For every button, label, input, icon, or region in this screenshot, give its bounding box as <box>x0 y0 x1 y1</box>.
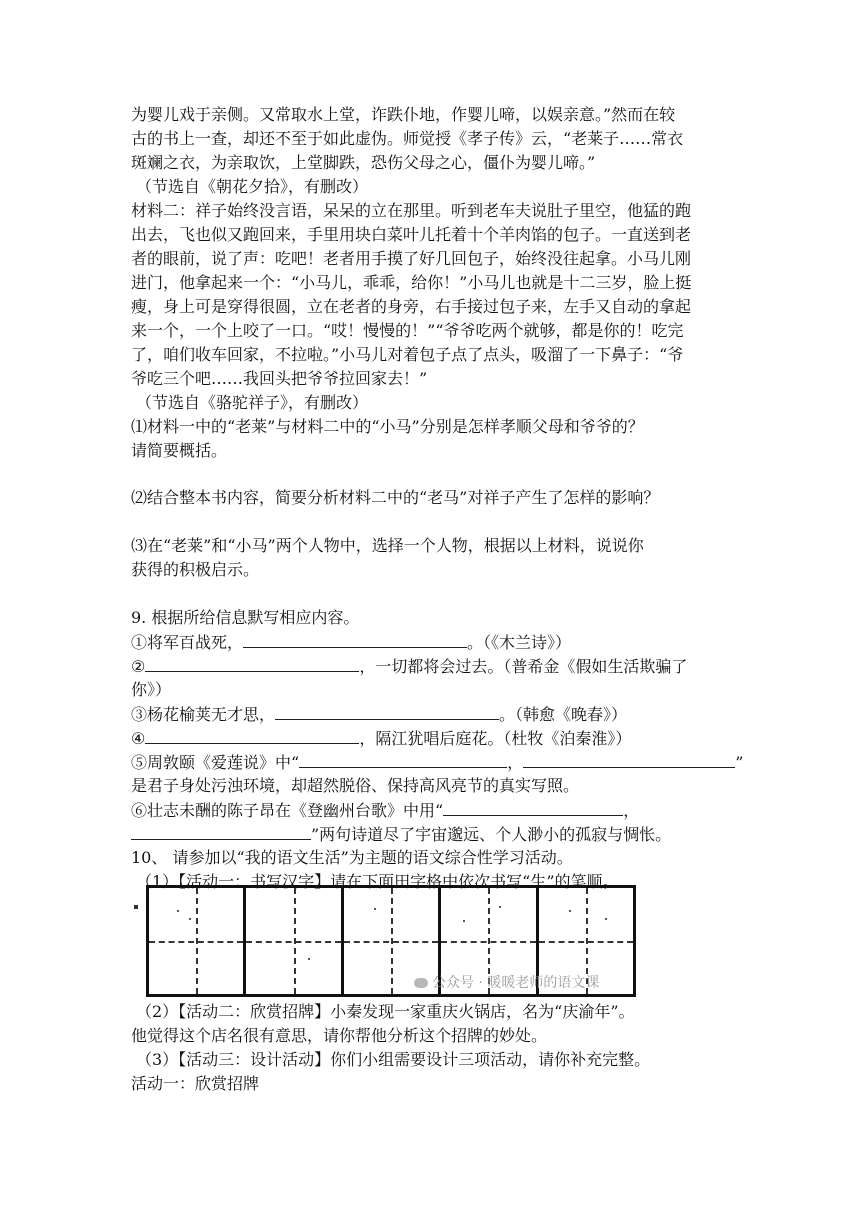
answer-blank[interactable] <box>243 630 467 648</box>
question-line: ⑶在“老莱”和“小马”两个人物中，选择一个人物，根据以上材料，说说你 <box>131 536 644 555</box>
source-note: （节选自《朝花夕拾》，有删改） <box>136 177 369 196</box>
q9-item-1 <box>131 630 571 655</box>
q9-item-4-source: ，隔江犹唱后庭花。（杜牧《泊秦淮》） <box>359 729 632 748</box>
grid-cell[interactable] <box>149 888 246 994</box>
scan-speck <box>134 905 138 909</box>
source-note: （节选自《骆驼祥子》，有删改） <box>136 393 369 412</box>
q10-activity-2-cont: 他觉得这个店名很有意思，请你帮他分析这个招牌的妙处。 <box>131 1026 548 1045</box>
q9-title: 9. 根据所给信息默写相应内容。 <box>131 608 360 627</box>
watermark <box>414 972 599 992</box>
question-line: 获得的积极启示。 <box>131 560 260 579</box>
text-line: 古的书上一查，却还不至于如此虚伪。师觉授《孝子传》云，“老莱子……常衣 <box>131 129 684 148</box>
q9-item-5-cont: 是君子身处污浊环境，却超然脱俗、保持高风亮节的真实写照。 <box>131 776 580 795</box>
text-line: 爷吃三个吧……我回头把爷爷拉回家去！” <box>131 369 428 388</box>
watermark-text: 公众号 · 暖暖老师的语文课 <box>432 975 600 991</box>
q9-item-6-tail: ”两句诗道尽了宇宙邈远、个人渺小的孤寂与惆怅。 <box>311 825 672 844</box>
q9-item-1-text: ①将军百战死， <box>131 633 244 652</box>
q9-item-5-sep: ， <box>507 753 524 772</box>
q9-item-6 <box>131 798 639 823</box>
q10-activity-1: （1）【活动一：书写汉字】请在下面田字格中依次书写“生”的笔顺。 <box>136 872 619 891</box>
question-line: 请简要概括。 <box>131 441 228 460</box>
q9-item-2-text: ② <box>131 657 146 676</box>
question-line: ⑵结合整本书内容，简要分析材料二中的“老马”对祥子产生了怎样的影响？ <box>131 488 660 507</box>
q9-item-3-source: 。（韩愈《晚春》） <box>499 705 628 724</box>
grid-cell[interactable] <box>246 888 343 994</box>
q9-item-6-text: ⑥壮志未酬的陈子昂在《登幽州台歌》中用“ <box>131 801 444 820</box>
q10-activity-2: （2）【活动二：欣赏招牌】小秦发现一家重庆火锅店，名为“庆渝年”。 <box>136 1002 635 1021</box>
answer-blank[interactable] <box>275 702 499 720</box>
q9-item-5-close: ” <box>735 753 744 772</box>
answer-blank[interactable] <box>299 750 507 768</box>
q9-item-5-text: ⑤周敦颐《爱莲说》中“ <box>131 753 300 772</box>
text-line: 斑斓之衣，为亲取饮，上堂脚跌，恐伤父母之心，僵仆为婴儿啼。” <box>131 153 596 172</box>
text-line: 者的眼前，说了声：吃吧！老者用手摸了好几回包子，始终没往起拿。小马儿刚 <box>131 249 692 268</box>
wechat-icon <box>414 978 428 988</box>
q9-item-6-cont <box>131 822 671 847</box>
text-line: 出去，飞也似又跑回来，手里用块白菜叶儿托着十个羊肉馅的包子。一直送到老 <box>131 225 692 244</box>
text-line: 来一个，一个上咬了一口。“哎！慢慢的！”“爷爷吃两个就够，都是你的！吃完 <box>131 321 684 340</box>
q10-title: 10、 请参加以“我的语文生活”为主题的语文综合性学习活动。 <box>131 848 573 867</box>
q9-item-4-text: ④ <box>131 729 146 748</box>
answer-blank[interactable] <box>145 726 359 744</box>
text-line: 瘦，身上可是穿得很圆，立在老者的身旁，右手接过包子来，左手又自动的拿起 <box>131 297 692 316</box>
q9-item-5 <box>131 750 743 775</box>
q9-item-2 <box>131 654 687 679</box>
answer-blank[interactable] <box>131 822 311 840</box>
q10-activity-3: （3）【活动三：设计活动】你们小组需要设计三项活动，请你补充完整。 <box>136 1050 651 1069</box>
question-line: ⑴材料一中的“老莱”与材料二中的“小马”分别是怎样孝顺父母和爷爷的？ <box>131 417 644 436</box>
q9-item-2-source: ，一切都将会过去。（普希金《假如生活欺骗了 <box>359 657 688 676</box>
text-line: 了，咱们收车回家，不拉啦。”小马儿对着包子点了点头，吸溜了一下鼻子：“爷 <box>131 345 684 364</box>
answer-blank[interactable] <box>145 654 359 672</box>
text-line: 进门，他拿起来一个：“小马儿，乖乖，给你！”小马儿也就是十二三岁，脸上挺 <box>131 273 692 292</box>
text-line: 材料二：祥子始终没言语，呆呆的立在那里。听到老车夫说肚子里空，他猛的跑 <box>131 201 692 220</box>
q9-item-1-source: 。（《木兰诗》） <box>467 633 572 652</box>
text-line: 为婴儿戏于亲侧。又常取水上堂，诈跌仆地，作婴儿啼，以娱亲意。”然而在较 <box>131 105 676 124</box>
q9-item-3-text: ③杨花榆荚无才思， <box>131 705 276 724</box>
answer-blank[interactable] <box>443 798 623 816</box>
answer-blank[interactable] <box>523 750 735 768</box>
q9-item-2-cont: 你》） <box>131 680 172 699</box>
q9-item-6-sep: ， <box>623 801 640 820</box>
q9-item-4 <box>131 726 631 751</box>
q10-activity-3-item: 活动一：欣赏招牌 <box>131 1074 260 1093</box>
q9-item-3 <box>131 702 627 727</box>
